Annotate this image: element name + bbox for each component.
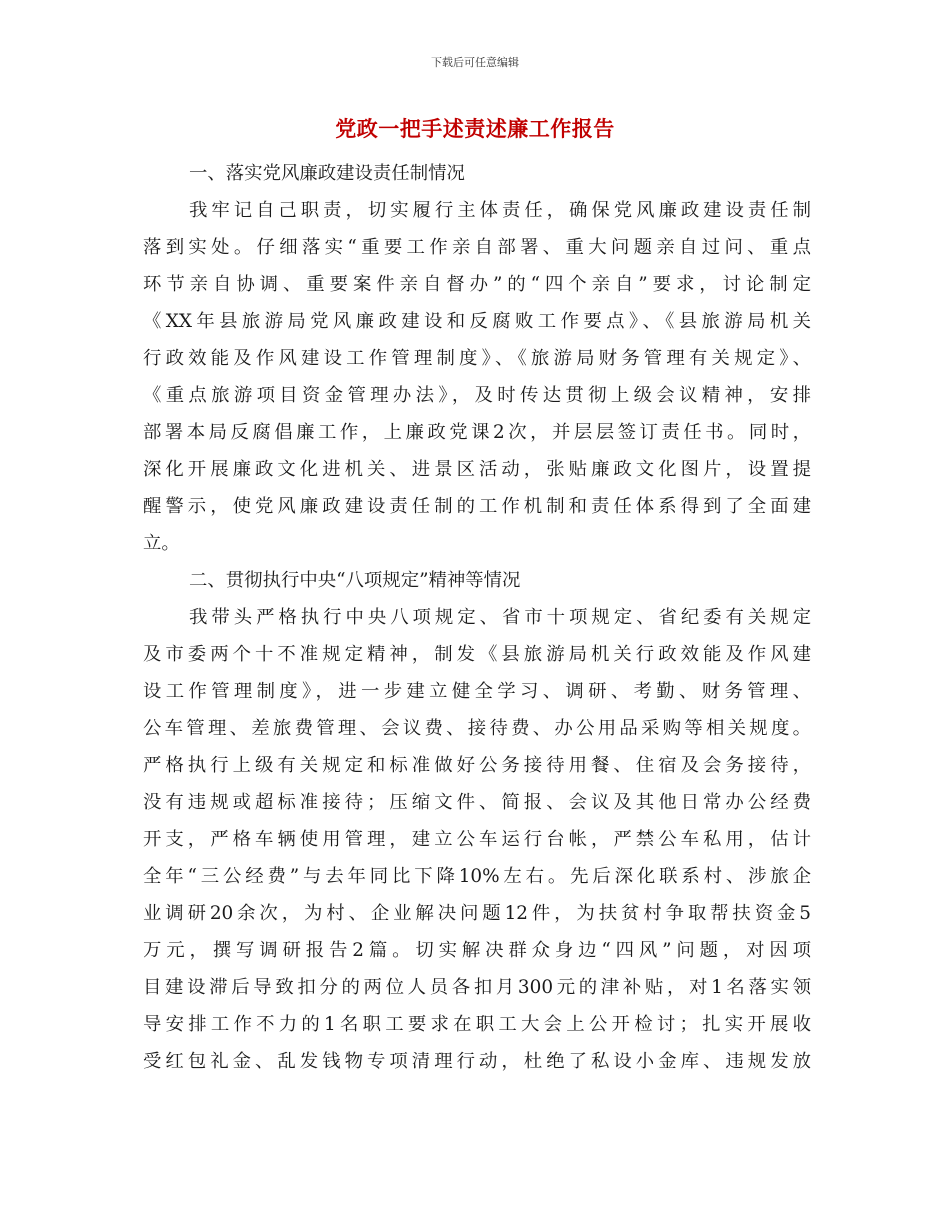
text-line: 深化开展廉政文化进机关、进景区活动，张贴廉政文化图片，设置提 [143, 459, 811, 480]
text-line: 环节亲自协调、重要案件亲自督办”的“四个亲自”要求，讨论制定 [143, 274, 811, 295]
text-line: 部署本局反腐倡廉工作，上廉政党课2次，并层层签订责任书。同时， [143, 422, 811, 443]
text-line: 导安排工作不力的1名职工要求在职工大会上公开检讨；扎实开展收 [143, 1014, 811, 1035]
text-line: 《重点旅游项目资金管理办法》，及时传达贯彻上级会议精神，安排 [143, 385, 811, 406]
page-header-note: 下载后可任意编辑 [431, 56, 519, 69]
text-line: 我牢记自己职责，切实履行主体责任，确保党风廉政建设责任制 [189, 200, 811, 221]
text-line: 行政效能及作风建设工作管理制度》、《旅游局财务管理有关规定》、 [143, 348, 811, 369]
text-line: 立。 [143, 533, 180, 554]
text-line: 及市委两个十不准规定精神，制发《县旅游局机关行政效能及作风建 [143, 644, 811, 665]
section-heading-1: 一、落实党风廉政建设责任制情况 [189, 163, 465, 184]
text-line: 我带头严格执行中央八项规定、省市十项规定、省纪委有关规定 [189, 607, 811, 628]
text-line: 目建设滞后导致扣分的两位人员各扣月300元的津补贴，对1名落实领 [143, 977, 811, 998]
text-line: 业调研20余次，为村、企业解决问题12件，为扶贫村争取帮扶资金5 [143, 903, 811, 924]
document-title: 党政一把手述责述廉工作报告 [335, 116, 615, 141]
text-line: 设工作管理制度》，进一步建立健全学习、调研、考勤、财务管理、 [143, 681, 811, 702]
text-line: 万元，撰写调研报告2篇。切实解决群众身边“四风”问题，对因项 [143, 940, 811, 961]
document-body [143, 155, 811, 1080]
text-line: 开支，严格车辆使用管理，建立公车运行台帐，严禁公车私用，估计 [143, 829, 811, 850]
text-line: 严格执行上级有关规定和标准做好公务接待用餐、住宿及会务接待， [143, 755, 811, 776]
text-line: 公车管理、差旅费管理、会议费、接待费、办公用品采购等相关规度。 [143, 718, 811, 739]
text-line: 醒警示，使党风廉政建设责任制的工作机制和责任体系得到了全面建 [143, 496, 811, 517]
text-line: 全年“三公经费”与去年同比下降10%左右。先后深化联系村、涉旅企 [143, 866, 811, 887]
text-line: 《XX年县旅游局党风廉政建设和反腐败工作要点》、《县旅游局机关 [143, 311, 811, 332]
text-line: 没有违规或超标准接待；压缩文件、简报、会议及其他日常办公经费 [143, 792, 811, 813]
text-line: 受红包礼金、乱发钱物专项清理行动，杜绝了私设小金库、违规发放 [143, 1051, 811, 1072]
text-line: 落到实处。仔细落实“重要工作亲自部署、重大问题亲自过问、重点 [143, 237, 811, 258]
section-heading-2: 二、贯彻执行中央“八项规定”精神等情况 [189, 570, 521, 591]
